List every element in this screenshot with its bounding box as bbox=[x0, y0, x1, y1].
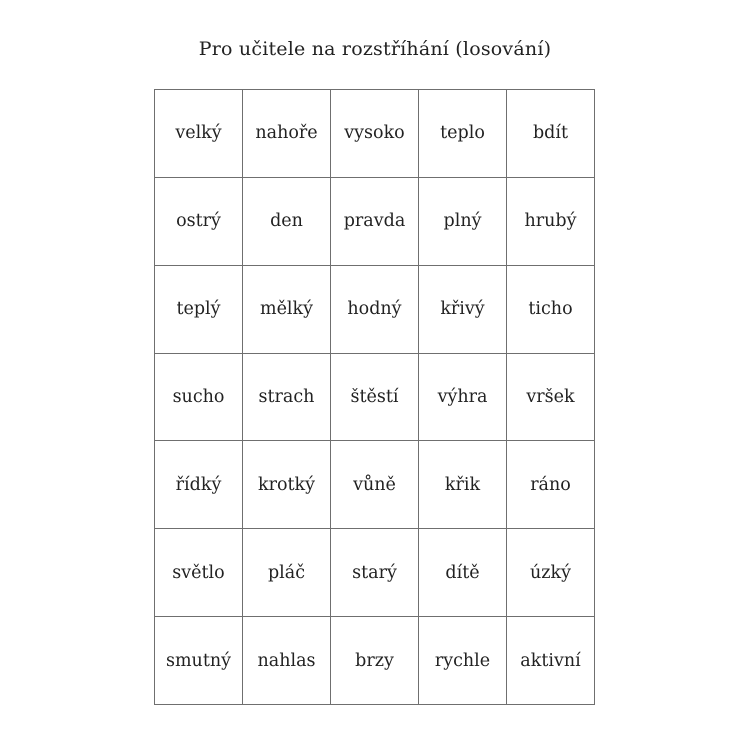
word-card: hodný bbox=[331, 266, 419, 354]
word-card: velký bbox=[155, 90, 243, 178]
word-card: dítě bbox=[419, 529, 507, 617]
word-card: starý bbox=[331, 529, 419, 617]
word-card: ostrý bbox=[155, 178, 243, 266]
word-card: štěstí bbox=[331, 354, 419, 442]
word-card: světlo bbox=[155, 529, 243, 617]
word-card: pravda bbox=[331, 178, 419, 266]
word-card: nahoře bbox=[243, 90, 331, 178]
word-card: sucho bbox=[155, 354, 243, 442]
word-card: smutný bbox=[155, 617, 243, 705]
word-card: ráno bbox=[507, 441, 595, 529]
word-card: hrubý bbox=[507, 178, 595, 266]
word-card: ticho bbox=[507, 266, 595, 354]
word-card: křivý bbox=[419, 266, 507, 354]
word-card: aktivní bbox=[507, 617, 595, 705]
page-title: Pro učitele na rozstříhání (losování) bbox=[198, 38, 552, 60]
word-card-grid bbox=[154, 89, 595, 705]
word-card: vysoko bbox=[331, 90, 419, 178]
word-card: teplo bbox=[419, 90, 507, 178]
word-card: strach bbox=[243, 354, 331, 442]
word-card: pláč bbox=[243, 529, 331, 617]
word-card: bdít bbox=[507, 90, 595, 178]
word-card: vůně bbox=[331, 441, 419, 529]
word-card: vršek bbox=[507, 354, 595, 442]
word-card: mělký bbox=[243, 266, 331, 354]
word-card: řídký bbox=[155, 441, 243, 529]
word-card: den bbox=[243, 178, 331, 266]
word-card: plný bbox=[419, 178, 507, 266]
word-card: rychle bbox=[419, 617, 507, 705]
word-card: krotký bbox=[243, 441, 331, 529]
word-card: teplý bbox=[155, 266, 243, 354]
word-card: brzy bbox=[331, 617, 419, 705]
word-card: výhra bbox=[419, 354, 507, 442]
word-card: úzký bbox=[507, 529, 595, 617]
word-card: nahlas bbox=[243, 617, 331, 705]
word-card: křik bbox=[419, 441, 507, 529]
